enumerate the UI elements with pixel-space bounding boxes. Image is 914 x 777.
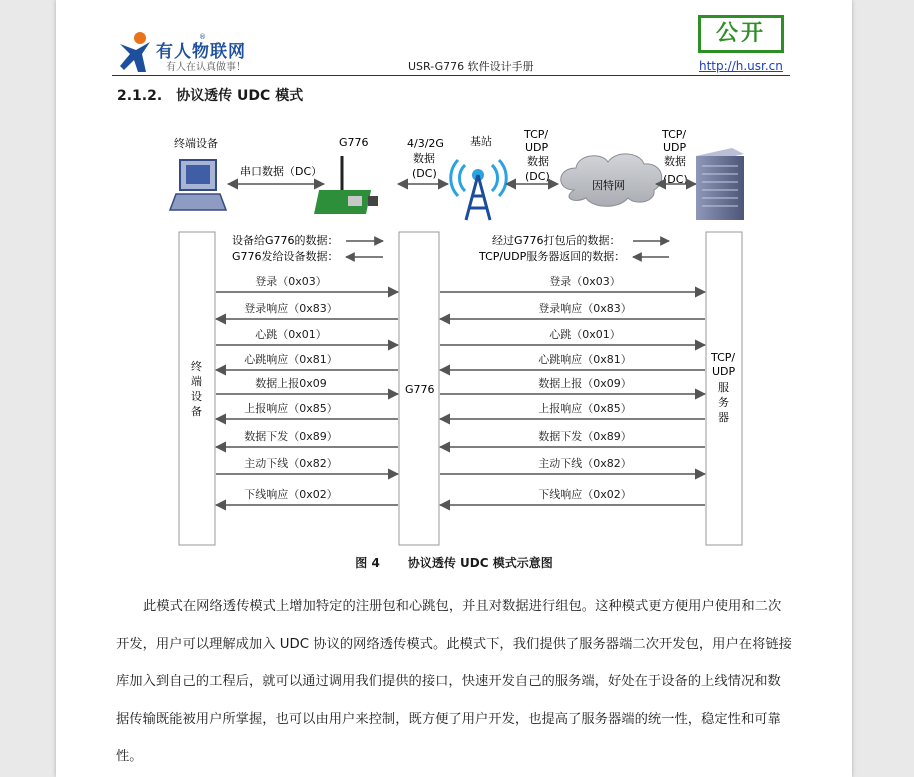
left-message-label: 下线响应（0x02） bbox=[244, 488, 338, 501]
server-lane-label-5: 器 bbox=[718, 411, 729, 424]
terminal-lane-label-1: 终 bbox=[191, 360, 202, 373]
figure-caption bbox=[56, 554, 852, 571]
net-data-label-1: 4/3/2G bbox=[407, 137, 444, 150]
right-message-label: 登录响应（0x83） bbox=[538, 302, 632, 315]
tcp-data-label-2c: 数据 bbox=[664, 155, 686, 168]
terminal-lane-label-2: 端 bbox=[191, 375, 202, 388]
terminal-lane bbox=[179, 232, 215, 545]
tcp-data-label-1c: 数据 bbox=[527, 155, 549, 168]
server-lane-label-4: 务 bbox=[718, 396, 729, 409]
tcp-data-label-1b: UDP bbox=[525, 141, 549, 154]
body-paragraph: 此模式在网络透传模式上增加特定的注册包和心跳包，并且对数据进行组包。这种模式更方便用户使用和二次开发，用户可以理解成加入 UDC 协议的网络透传模式。此模式下，我们提供了服务器端二次开发包，用户在将链接库加入到自己的工程后，就可以通过调用我们提供的接口，快速开发自己的服务端，好处在于设备的上线情况和数据传输既能被用户所掌握，也可以由用户来控制，既方便了用户开发，也提高了服务器端的统一性，稳定性和可靠性。 bbox=[116, 599, 792, 764]
company-logo-icon bbox=[116, 30, 156, 74]
public-stamp: 公开 bbox=[698, 15, 784, 53]
tcp-data-label-1d: (DC) bbox=[525, 170, 550, 183]
legend-right-2: TCP/UDP服务器返回的数据： bbox=[479, 250, 626, 263]
section-heading bbox=[117, 85, 303, 105]
right-message-label: 数据上报（0x09） bbox=[538, 377, 632, 390]
right-message-label: 心跳响应（0x81） bbox=[538, 353, 632, 366]
message-arrows bbox=[216, 274, 705, 505]
header-rule bbox=[112, 75, 790, 76]
company-name: 有人物联网 bbox=[156, 42, 246, 62]
base-station-label: 基站 bbox=[470, 135, 492, 148]
right-message-label: 主动下线（0x82） bbox=[538, 457, 632, 470]
right-message-label: 心跳（0x01） bbox=[549, 328, 621, 341]
left-message-label: 上报响应（0x85） bbox=[244, 402, 338, 415]
legend-left-1: 设备给G776的数据： bbox=[232, 234, 339, 247]
tcp-data-label-2b: UDP bbox=[663, 141, 687, 154]
server-icon bbox=[696, 148, 744, 220]
server-lane-label-1: TCP/ bbox=[711, 351, 736, 364]
g776-lane-label: G776 bbox=[405, 383, 435, 396]
right-message-label: 数据下发（0x89） bbox=[538, 430, 632, 443]
figure-title: 协议透传 UDC 模式示意图 bbox=[407, 556, 553, 570]
server-lane-label-3: 服 bbox=[718, 381, 729, 394]
section-title: 协议透传 UDC 模式 bbox=[176, 88, 304, 104]
server-lane-label-2: UDP bbox=[712, 365, 736, 378]
left-message-label: 主动下线（0x82） bbox=[244, 457, 338, 470]
website-link[interactable]: http://h.usr.cn bbox=[699, 59, 783, 73]
left-message-label: 数据上报0x09 bbox=[255, 377, 327, 390]
net-data-label-2: 数据 bbox=[413, 152, 435, 165]
udc-mode-diagram bbox=[56, 120, 852, 550]
tcp-data-label-2a: TCP/ bbox=[662, 128, 687, 141]
base-station-icon bbox=[451, 160, 506, 220]
internet-label: 因特网 bbox=[592, 179, 625, 192]
left-message-label: 数据下发（0x89） bbox=[244, 430, 338, 443]
net-data-label-3: (DC) bbox=[412, 167, 437, 180]
device-label: G776 bbox=[339, 136, 369, 149]
left-message-label: 心跳（0x01） bbox=[255, 328, 327, 341]
legend-right-1: 经过G776打包后的数据： bbox=[492, 234, 621, 247]
tcp-data-label-2d: (DC) bbox=[663, 173, 688, 186]
computer-icon bbox=[170, 160, 226, 210]
figure-number: 图 4 bbox=[355, 556, 380, 570]
company-slogan: 有人在认真做事！ bbox=[166, 62, 246, 73]
registered-mark: ® bbox=[199, 33, 206, 41]
tcp-data-label-1a: TCP/ bbox=[524, 128, 549, 141]
left-message-label: 登录（0x03） bbox=[255, 275, 327, 288]
right-message-label: 上报响应（0x85） bbox=[538, 402, 632, 415]
legend-left-2: G776发给设备数据： bbox=[232, 250, 339, 263]
serial-data-label: 串口数据（DC） bbox=[240, 165, 323, 178]
right-message-label: 登录（0x03） bbox=[549, 275, 621, 288]
right-message-label: 下线响应（0x02） bbox=[538, 488, 632, 501]
terminal-lane-label-4: 备 bbox=[191, 405, 202, 418]
left-message-label: 心跳响应（0x81） bbox=[244, 353, 338, 366]
section-number: 2.1.2. bbox=[117, 88, 163, 104]
document-title: USR-G776 软件设计手册 bbox=[408, 60, 534, 73]
left-message-label: 登录响应（0x83） bbox=[244, 302, 338, 315]
terminal-label: 终端设备 bbox=[174, 137, 218, 150]
document-page bbox=[56, 0, 852, 777]
g776-device-icon bbox=[314, 156, 378, 214]
terminal-lane-label-3: 设 bbox=[191, 390, 202, 403]
